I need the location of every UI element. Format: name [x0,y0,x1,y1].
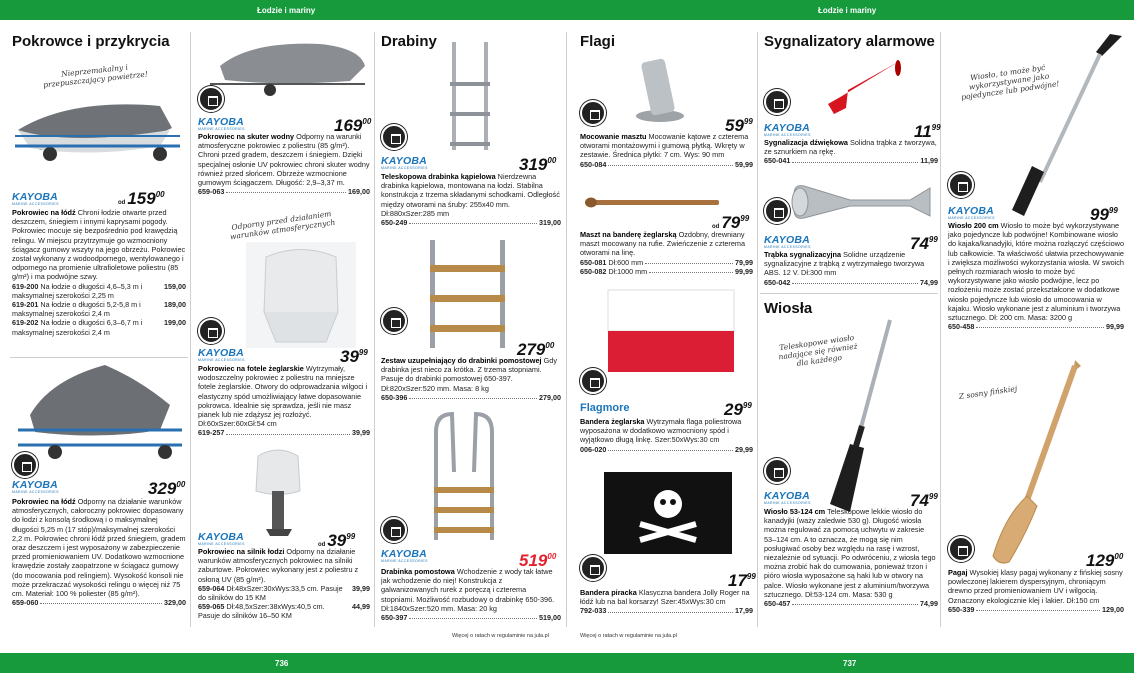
console-boat-cover-image [10,360,188,470]
sku-row: 792-033 17,99 [580,606,753,616]
price-ladder-extension: $279^{00}$ [517,340,555,359]
sku-row: 650-397 519,00 [381,613,561,623]
sku-row: 650-339 129,00 [948,604,1124,614]
bottom-bar [0,653,1134,673]
sku-row: 659-060 329,00 [12,598,186,608]
jetty-ladder-image [428,412,508,542]
product-desc: Teleskopowa drabinka kąpielowa Nierdzewna drabinka kąpielowa, montowana na łodzi. Stabilna konstrukcja z trzema składanymi schodkami. Odległość między otworami na śruby: 255x40 mm. Dł:880xSzer:285 mm 650-249 319,00 [381,172,561,228]
sku-row: 006-020 29,99 [580,444,753,454]
product-desc: Bandera piracka Klasyczna bandera Jolly Roger na łódź lub na bal korsarzy! Szer:45xWys:30 cm 792-033 17,99 [580,588,753,616]
price-signal-horn: $11^{99}$ [914,122,941,141]
product-desc: Pokrowiec na łódź Odporny na działanie warunków atmosferycznych, całoroczny pokrowiec dopasowany do łodzi z konsolą środkową i o maksymalnej długości 5,25 m (17 stóp)/maksymalnej szerokości 2,2 m. Pokrowiec chroni łódź przed śniegiem, gradem oraz deszczem i jest wyposażony w zabezpieczenie przed promieniowaniem UV. Dodatkowo wzmocnione krawędzie zostały zaopatrzone w ściągacz gumowy (do mocowania pod relingiem). Wysokość konsoli nie może przekraczać wysokości relingu o więcej niż 75 cm. Materiał: 100 % poliester (85 g/m²). 659-060 329,00 [12,497,186,608]
kayoba-logo: KAYOBA MARINE ACCESSORIES [381,548,428,563]
installment-note: Więcej o ratach w regulaminie na jula.pl [452,633,549,639]
heading-covers: Pokrowce i przykrycia [12,33,170,50]
kayoba-logo: KAYOBA MARINE ACCESSORIES [764,122,811,137]
kayoba-logo: KAYOBA MARINE ACCESSORIES [381,155,428,170]
kayoba-logo: KAYOBA MARINE ACCESSORIES [198,116,245,131]
product-desc: Sygnalizacja dźwiękowa Solidna trąbka z tworzywa, ze sznurkiem na rękę. 650-041 11,99 [764,138,938,166]
seasonal-product-seal-icon [948,536,974,562]
product-desc: Pokrowiec na fotele żeglarskie Wytrzymały, wodoszczelny pokrowiec z poliestru na mniejsze fotele żeglarskie. Otwory do odprowadzania wilgoci i elastyczny spód umożliwiający łatwe dopasowanie pokrowca. Idealnie się sprawdza, jeśli nie masz pianek lub nie zdążysz jej rozłożyć. Dł:60xSzer:60xGł:54 cm 619-257 39,99 [198,364,370,438]
product-desc: Pagaj Wysokiej klasy pagaj wykonany z fińskiej sosny powleczonej lakierem dyspersyjnym, chroniącym drewno przed promieniowaniem UV i wilgocią. Oznaczony ekologicznie klej i lakier. Dł:150 cm 650-339 129,00 [948,568,1124,614]
product-desc: Pokrowiec na łódź Chroni łodzie otwarte przed deszczem, śniegiem i innymi kaprysami pogody. Pokrowiec mocuje się bezpośrednio pod krawędzią relingu. W miejscu przytrzymuje go wzmocniony ściągacz gumowy wszyty na jego obrzeżu. Pokrowiec został wykonany z wodoodpornego, wentylowanego i odpornego na promienie ultrafioletowe poliestru (85 g/m²) i ma podwójne szwy. 619-200 Na łodzie o długości 4,6–5,3 m i maksymalnej szerokości 2,25 m 159,00 619-201 Na łodzie o długości 5,2-5,8 m i maksymalnej szerokości 2,4 m 189,00 619-202 Na łodzie o długości 6,3–6,7 m i maksymalnej szerokości 2,4 m 199,00 [12,208,186,337]
product-desc: Wiosło 200 cm Wiosło to może być wykorzystywane jako pojedyncze lub podwójne! Kombinowane wiosło do kajaka/kanadyjki, które można rozłączyć częściowo lub całkowicie. Ta właściwość ułatwia przechowywanie i zwiększa możliwości wykorzystania wiosła. W swoich pełnych rozmiarach wiosło to może być wykorzystywane jako wiosło podwójne, lecz po rozłożeniu może zostać przekształcone w dodatkowe wiosło pojedyncze lub wiosło do umocowania w kajaku. Wiosło wykonane jest z aluminium i tworzywa sztucznego. Dł: 200 cm. Masa: 3200 g 650-458 99,99 [948,221,1124,332]
seasonal-product-seal-icon [198,318,224,344]
price-jetski-cover: $169^{00}$ [334,116,372,135]
price-engine-cover: od $39^{99}$ [318,531,356,550]
price-pirate-flag: $17^{99}$ [728,571,756,590]
seasonal-product-seal-icon [764,89,790,115]
seasonal-product-seal-icon [580,555,606,581]
sku-row: 659-065 Dł:48,5xSzer:38xWys:40,5 cm. Pasuje do silników 16–50 KM 44,99 [198,602,370,621]
price-telescopic-oar: $74^{99}$ [910,491,938,510]
jetski-cover-image [200,36,370,96]
product-desc: Bandera żeglarska Wytrzymała flaga poliestrowa wyposażona w dodatkowo wzmocniony spód i wyjątkowo długą linkę. Szer:50xWys:30 cm 006-020 29,99 [580,417,753,454]
divider [566,32,567,627]
price-sailing-flag: $29^{99}$ [724,400,752,419]
heading-flags: Flagi [580,33,616,50]
double-oar-image [1010,32,1124,218]
sku-row: 659-063 169,00 [198,187,370,197]
boat-cover-image [10,88,188,166]
product-desc: Mocowanie masztu Mocowanie kątowe z czterema otworami montażowymi i gumową płytką. Wkręty w zestawie. Średnica płytki: 7 cm. Wys: 90 mm 650-084 59,99 [580,132,753,169]
price-flag-mast: od $79^{99}$ [712,213,750,232]
handwritten-note: Teleskopowe wiosło nadające się również dla każdego [777,332,859,369]
kayoba-logo: KAYOBA MARINE ACCESSORIES [198,347,245,362]
sku-row: 650-041 11,99 [764,156,938,166]
sku-row: 650-458 99,99 [948,322,1124,332]
section-title-left: Łodzie i mariny [257,6,316,15]
product-desc: Maszt na banderę żeglarską Ozdobny, drewniany maszt mocowany na rufie. Zwieńczenie z czterema otworami na linę. 650-081 Dł:600 mm 79,99 650-082 Dł:1000 mm 99,99 [580,230,753,276]
seasonal-product-seal-icon [381,517,407,543]
seasonal-product-seal-icon [12,452,38,478]
seasonal-product-seal-icon [580,100,606,126]
electric-horn-image [790,180,940,224]
sku-row: 619-202 Na łodzie o długości 6,3–6,7 m i maksymalnej szerokości 2,4 m 199,00 [12,318,186,337]
price-signal-trumpet: $74^{99}$ [910,234,938,253]
handwritten-note: Nieprzemakalny i przepuszczający powietrze! [42,62,149,90]
horn-image [818,60,902,116]
page-number-right: 737 [843,659,857,668]
kayoba-logo: KAYOBA MARINE ACCESSORIES [12,191,59,206]
seasonal-product-seal-icon [764,198,790,224]
seasonal-product-seal-icon [381,308,407,334]
kayoba-logo: KAYOBA MARINE ACCESSORIES [948,205,995,220]
sku-row: 650-042 74,99 [764,277,938,287]
heading-alarm-signals: Sygnalizatory alarmowe [764,33,935,50]
price-seat-cover: $39^{99}$ [340,347,368,366]
sku-row: 650-457 74,99 [764,599,938,609]
seasonal-product-seal-icon [381,124,407,150]
sku-row: 619-257 39,99 [198,428,370,438]
divider [374,32,375,627]
product-desc: Pokrowiec na skuter wodny Odporny na warunki atmosferyczne pokrowiec z poliestru (85 g/m²). Chroni przed gradem, deszczem i śniegiem. Dzięki specjalnej osłonie UV pokrowiec chroni skuter wodny również przed słońcem. Obrzeże wzmocnione gumowym ściągaczem. Długość: 2,9–3,37 m. 659-063 169,00 [198,132,370,197]
price-mast-mount: $59^{99}$ [725,116,753,135]
price-console-cover: $329^{00}$ [148,479,186,498]
kayoba-logo: KAYOBA MARINE ACCESSORIES [198,531,245,546]
seasonal-product-seal-icon [948,172,974,198]
installment-note: Więcej o ratach w regulaminie na jula.pl [580,633,677,639]
kayoba-logo: KAYOBA MARINE ACCESSORIES [764,234,811,249]
pirate-flag-image [604,472,732,554]
page-number-left: 736 [275,659,289,668]
seasonal-product-seal-icon [198,86,224,112]
mast-mount-image [630,54,690,124]
sku-row: 650-081 Dł:600 mm 79,99 [580,257,753,267]
divider [10,357,188,358]
heading-ladders: Drabiny [381,33,437,50]
product-desc: Zestaw uzupełniający do drabinki pomostowej Gdy drabinka jest nieco za krótka. Z trzema stopniami. Pasuje do drabinki pomostowej 650-397. Dł:820xSzer:520 mm. Masa: 8 kg 650-396 279,00 [381,356,561,402]
kayoba-logo: KAYOBA MARINE ACCESSORIES [764,490,811,505]
sku-row: 659-064 Dł:48xSzer:30xWys:33,5 cm. Pasuje do silników do 15 KM 39,99 [198,583,370,603]
divider [190,32,191,627]
price-jetty-ladder: $519^{00}$ [519,551,557,570]
sku-row: 650-396 279,00 [381,392,561,402]
price-double-oar: $99^{99}$ [1090,205,1118,224]
handwritten-note: Wiosło, to może być wykorzystywane jako pojedyncze lub podwójne! [960,62,1060,102]
divider [757,32,758,627]
seat-cover-image [246,242,356,348]
product-desc: Pokrowiec na silnik łodzi Odporny na działanie warunków atmosferycznych pokrowiec na silniki zaburtowe. Pokrowiec wykonany jest z poliestru z osłoną UV (85 g/m²). 659-064 Dł:48xSzer:30xWys:33,5 cm. Pasuje do silników do 15 KM 39,99 659-065 Dł:48,5xSzer:38xWys:40,5 cm. Pasuje do silników 16–50 KM 44,99 [198,547,370,621]
sku-row: 619-201 Na łodzie o długości 5,2-5,8 m i maksymalnej szerokości 2,4 m 189,00 [12,300,186,319]
sku-row: 619-200 Na łodzie o długości 4,6–5,3 m i maksymalnej szerokości 2,25 m 159,00 [12,281,186,300]
seasonal-product-seal-icon [580,368,606,394]
telescopic-oar-image [820,316,900,512]
divider [760,293,938,294]
price-boat-cover: od $159^{00}$ [118,189,165,208]
product-desc: Drabinka pomostowa Wchodzenie z wody tak łatwe jak wchodzenie do niej! Konstrukcja z galwanizowanych rurek z poręczą i czterema stopniami. Możliwość rozbudowy o drabinkę 650-396. Dł:1840xSzer:520 mm. Masa: 20 kg 650-397 519,00 [381,567,561,623]
handwritten-note: Odporny przed działaniem warunków atmosferycznych [229,209,336,242]
price-paddle: $129^{00}$ [1086,551,1124,570]
flag-mast-image [583,196,723,210]
price-telescopic-ladder: $319^{00}$ [519,155,557,174]
polish-flag-image [608,290,734,372]
flagmore-logo: Flagmore [580,402,630,414]
kayoba-logo: KAYOBA MARINE ACCESSORIES [12,479,59,494]
top-bar [0,0,1134,20]
divider [940,32,941,627]
product-desc: Wiosło 53-124 cm Teleskopowe lekkie wiosło do kanadyjki (waży zaledwie 530 g). Długość wiosła można regulować za pomocą uchwytu w zakresie 53–124 cm. A to oznacza, że mogą się nim posługiwać osoby bez względu na rasę i wzrost, niezależnie od sytuacji. Po odwróceniu, z wiosła tego można zrobić hak do cumowania, ponieważ trzon i pióro wiosła wyposażone są haki lub w otwory na palce. Wiosło wykonane jest z aluminium/tworzywa sztucznego. Dł:53-124 cm. Masa: 530 g 650-457 74,99 [764,507,938,609]
product-desc: Trąbka sygnalizacyjna Solidne urządzenie sygnalizacyjne z trąbką z wytrzymałego tworzywa ABS. 12 V. Dł:300 mm 650-042 74,99 [764,250,938,287]
section-title-right: Łodzie i mariny [818,6,877,15]
seasonal-product-seal-icon [764,458,790,484]
sku-row: 650-084 59,99 [580,159,753,169]
engine-cover-image [248,446,308,538]
sku-row: 650-082 Dł:1000 mm 99,99 [580,266,753,276]
sku-row: 650-249 319,00 [381,218,561,228]
heading-oars: Wiosła [764,300,813,317]
telescopic-ladder-image [440,42,500,152]
handwritten-note: Z sosny fińskiej [958,383,1018,402]
paddle-image [985,356,1085,566]
ladder-extension-image [420,240,520,350]
